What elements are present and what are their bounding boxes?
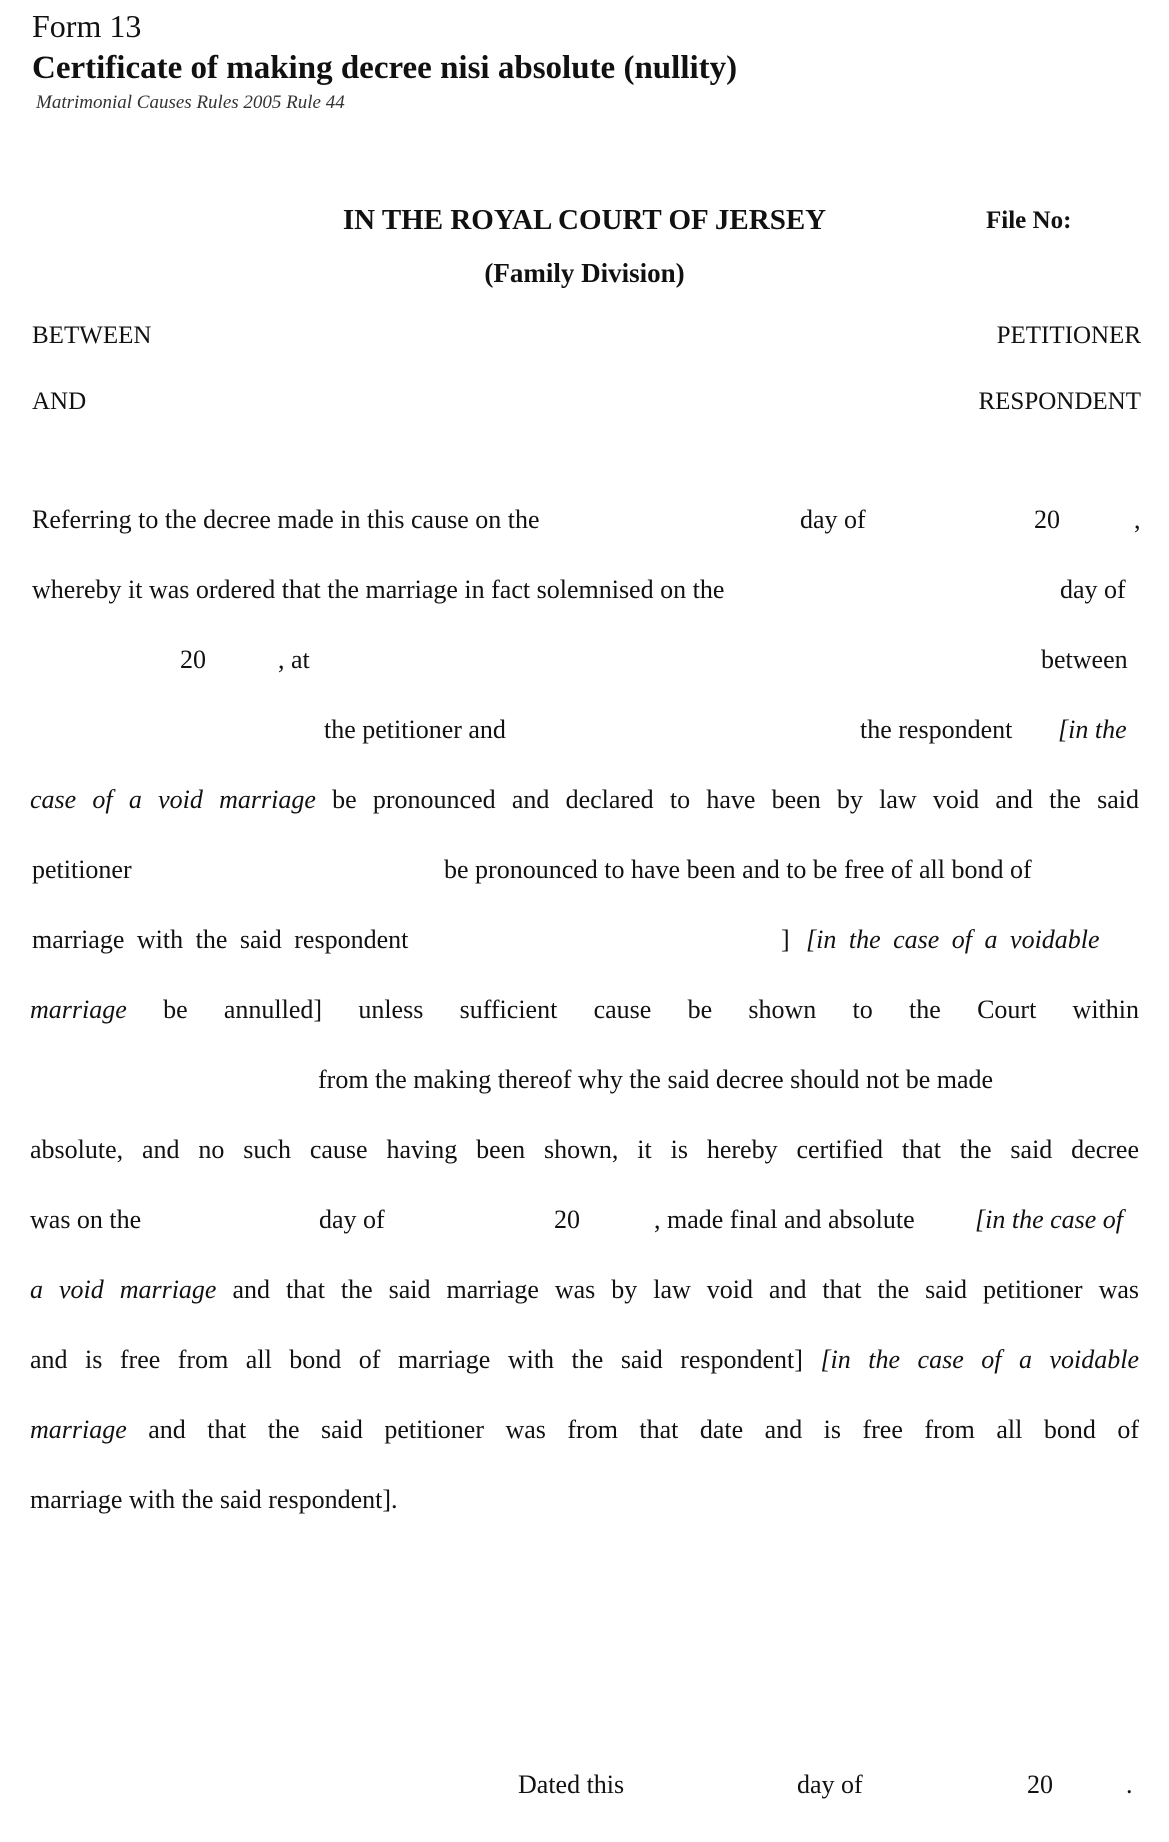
body-text: and is free from all bond of marriage with the said respondent]: [30, 1345, 803, 1374]
body-line: [30, 995, 1139, 1025]
body-line: [0, 1065, 1169, 1101]
body-line: [30, 1135, 1139, 1165]
body-text: [in the: [1058, 715, 1127, 744]
body-text: between: [1041, 645, 1128, 674]
body-text: a void marriage: [30, 1275, 217, 1304]
body-text: the respondent: [860, 715, 1013, 744]
body-line: [0, 575, 1169, 611]
body-text: was on the: [30, 1205, 142, 1234]
body-text: case of a void marriage: [30, 785, 316, 814]
body-line: [0, 715, 1169, 751]
body-line: [0, 505, 1169, 541]
body-text: day of: [319, 1205, 385, 1234]
body-text: from the making thereof why the said decree should not be made: [318, 1065, 994, 1094]
court-division: (Family Division): [484, 258, 685, 288]
body-text: Referring to the decree made in this cause on the: [32, 505, 540, 534]
body-text: marriage with the said respondent: [32, 925, 409, 954]
body-text: and that the said petitioner was from that date and is free from all bond of: [148, 1415, 1139, 1444]
body-text: 20: [554, 1205, 580, 1234]
body-text: be pronounced to have been and to be free of all bond of: [444, 855, 1032, 884]
body-text: and that the said marriage was by law void and that the said petitioner was: [232, 1275, 1139, 1304]
body-text: [in the case of: [975, 1205, 1124, 1234]
body-text: be annulled] unless sufficient cause be shown to the Court within: [163, 995, 1140, 1024]
form-number: Form 13: [32, 8, 142, 44]
dated-year-prefix: 20: [1027, 1770, 1053, 1799]
petitioner-label: PETITIONER: [996, 322, 1141, 349]
body-line: [30, 1345, 1139, 1375]
body-text: marriage: [30, 995, 127, 1024]
dated-this-label: Dated this: [518, 1770, 625, 1799]
body-text: ]: [781, 925, 790, 954]
body-text: marriage with the said respondent].: [30, 1485, 398, 1514]
body-text: day of: [800, 505, 866, 534]
body-text: absolute, and no such cause having been shown, it is hereby certified that the said decree: [30, 1135, 1139, 1164]
body-line: [30, 1415, 1139, 1445]
between-label: BETWEEN: [32, 322, 152, 349]
rule-reference: Matrimonial Causes Rules 2005 Rule 44: [36, 92, 345, 113]
body-line: [0, 645, 1169, 681]
body-text: ,: [1134, 505, 1141, 534]
body-text: whereby it was ordered that the marriage in fact solemnised on the: [32, 575, 725, 604]
body-text: the petitioner and: [324, 715, 506, 744]
body-line: [30, 785, 1139, 815]
court-name: IN THE ROYAL COURT OF JERSEY: [342, 204, 827, 236]
body-line: [0, 1485, 1169, 1521]
body-line: [0, 925, 1169, 961]
body-text: petitioner: [32, 855, 132, 884]
body-text: 20: [1034, 505, 1060, 534]
body-line: [30, 1275, 1139, 1305]
body-line: [0, 855, 1169, 891]
body-text: , at: [278, 645, 310, 674]
body-text: 20: [180, 645, 206, 674]
dated-day-of-label: day of: [797, 1770, 863, 1799]
body-text: marriage: [30, 1415, 127, 1444]
form-title: Certificate of making decree nisi absolute (nullity): [32, 50, 738, 86]
body-text: day of: [1060, 575, 1126, 604]
dated-period: .: [1126, 1770, 1133, 1799]
body-text: [in the case of a voidable: [806, 925, 1100, 954]
body-text: be pronounced and declared to have been by law void and the said: [332, 785, 1140, 814]
body-text: [in the case of a voidable: [820, 1345, 1139, 1374]
body-text: , made final and absolute: [654, 1205, 915, 1234]
file-number-label: File No:: [986, 207, 1072, 234]
and-label: AND: [32, 388, 87, 415]
body-line: [0, 1205, 1169, 1241]
respondent-label: RESPONDENT: [978, 388, 1141, 415]
